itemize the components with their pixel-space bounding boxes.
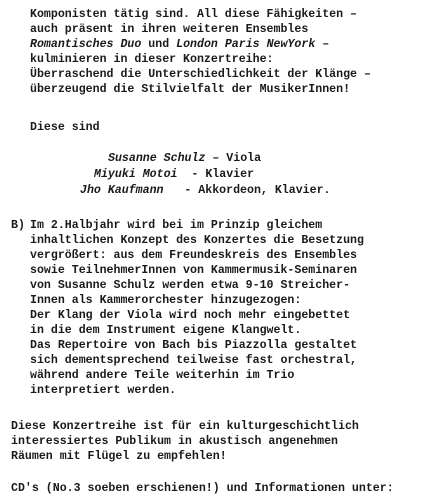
member-role: Klavier [205, 168, 255, 181]
section-b-line: interpretiert werden. [30, 384, 177, 397]
member-name: Jho Kaufmann [80, 184, 164, 197]
closing-line: Räumen mit Flügel zu empfehlen! [11, 450, 227, 463]
member-row [80, 183, 331, 198]
closing-line: interessiertes Publikum in akustisch angenehmen [11, 435, 338, 448]
intro-line-1: Komponisten tätig sind. All diese Fähigkeiten – [30, 8, 357, 21]
closing-line: Diese Konzertreihe ist für ein kulturgeschichtlich [11, 420, 359, 433]
intro-line-3 [30, 37, 329, 52]
member-row [108, 151, 261, 166]
member-name: Miyuki Motoi [94, 168, 178, 181]
member-role: Viola [226, 152, 262, 165]
section-b-line: Das Repertoire von Bach bis Piazzolla gestaltet [30, 339, 357, 352]
section-b-line: sich dementsprechend teilweise fast orchestral, [30, 354, 357, 367]
intro-line-5: Überraschend die Unterschiedlichkeit der Klänge – [30, 68, 371, 81]
section-b-line: von Susanne Schulz werden etwa 9-10 Streicher- [30, 279, 351, 292]
section-b-line: während andere Teile weiterhin im Trio [30, 369, 295, 382]
member-role: Akkordeon, Klavier. [198, 184, 331, 197]
section-b-line: inhaltlichen Konzept des Konzertes die Besetzung [30, 234, 364, 247]
section-b-line: vergrößert: aus dem Freundeskreis des Ensembles [30, 249, 357, 262]
member-name: Susanne Schulz [108, 152, 206, 165]
section-b-line: Innen als Kammerorchester hinzugezogen: [30, 294, 302, 307]
members-heading: Diese sind [30, 121, 100, 134]
intro-line-3-and: und [141, 38, 177, 51]
member-separator: – [205, 152, 227, 165]
member-separator: - [177, 168, 206, 181]
intro-line-3-tail: – [315, 38, 330, 51]
section-b-line: sowie TeilnehmerInnen von Kammermusik-Seminaren [30, 264, 357, 277]
ensemble-name-romantisches-duo: Romantisches Duo [30, 38, 142, 51]
intro-line-2: auch präsent in ihren weiteren Ensembles [30, 23, 309, 36]
footer-cd-info: CD's (No.3 soeben erschienen!) und Informationen unter: [11, 482, 394, 495]
section-b-line: Der Klang der Viola wird noch mehr eingebettet [30, 309, 351, 322]
section-b-line: in die dem Instrument eigene Klangwelt. [30, 324, 302, 337]
member-separator: - [163, 184, 199, 197]
member-row [94, 167, 254, 182]
intro-line-4: kulminieren in dieser Konzertreihe: [30, 53, 274, 66]
section-b-marker: B) [11, 219, 25, 232]
section-b-line: Im 2.Halbjahr wird bei im Prinzip gleichem [30, 219, 323, 232]
ensemble-name-london-paris-newyork: London Paris NewYork [176, 38, 316, 51]
intro-line-6: überzeugend die Stilvielfalt der MusikerInnen! [30, 83, 351, 96]
